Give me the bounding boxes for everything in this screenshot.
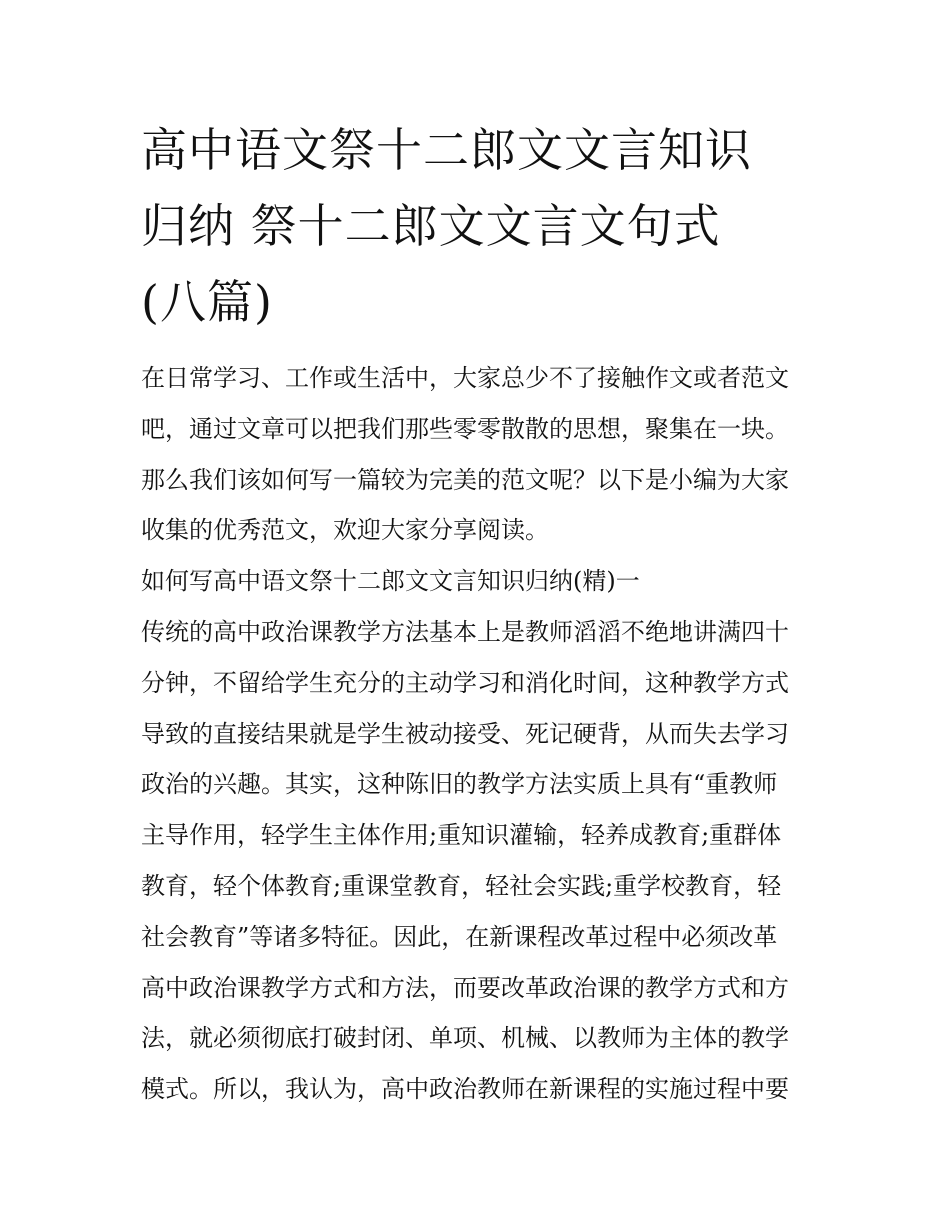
body-line-3: 那么我们该如何写一篇较为完美的范文呢？以下是小编为大家 (141, 465, 789, 494)
body-line-8: 导致的直接结果就是学生被动接受、死记硬背，从而失去学习 (141, 719, 789, 748)
body-line-4: 收集的优秀范文，欢迎大家分享阅读。 (141, 516, 549, 545)
body-line-10: 主导作用，轻学生主体作用;重知识灌输，轻养成教育;重群体 (141, 821, 782, 850)
document-title (141, 112, 821, 340)
body-line-1: 在日常学习、工作或生活中，大家总少不了接触作文或者范文 (141, 364, 789, 392)
body-line-12: 社会教育”等诸多特征。因此，在新课程改革过程中必须改革 (141, 922, 778, 951)
body-line-6: 传统的高中政治课教学方法基本上是教师滔滔不绝地讲满四十 (141, 617, 789, 646)
body-line-9: 政治的兴趣。其实，这种陈旧的教学方法实质上具有“重教师 (141, 770, 778, 799)
body-line-14: 法，就必须彻底打破封闭、单项、机械、以教师为主体的教学 (141, 1024, 789, 1053)
body-line-11: 教育，轻个体教育;重课堂教育，轻社会实践;重学校教育，轻 (141, 871, 782, 900)
body-line-13: 高中政治课教学方式和方法，而要改革政治课的教学方式和方 (141, 973, 789, 1002)
title-line-3: (八篇) (141, 275, 273, 329)
title-line-2: 归纳 祭十二郎文文言文句式 (141, 199, 721, 253)
body-line-2: 吧，通过文章可以把我们那些零零散散的思想，聚集在一块。 (141, 414, 789, 443)
section-heading: 如何写高中语文祭十二郎文文言知识归纳(精)一 (141, 567, 640, 596)
title-line-1: 高中语文祭十二郎文文言知识 (141, 123, 752, 177)
document-body (141, 353, 821, 1115)
body-line-15: 模式。所以，我认为，高中政治教师在新课程的实施过程中要 (141, 1075, 789, 1104)
body-line-7: 分钟，不留给学生充分的主动学习和消化时间，这种教学方式 (141, 668, 789, 697)
